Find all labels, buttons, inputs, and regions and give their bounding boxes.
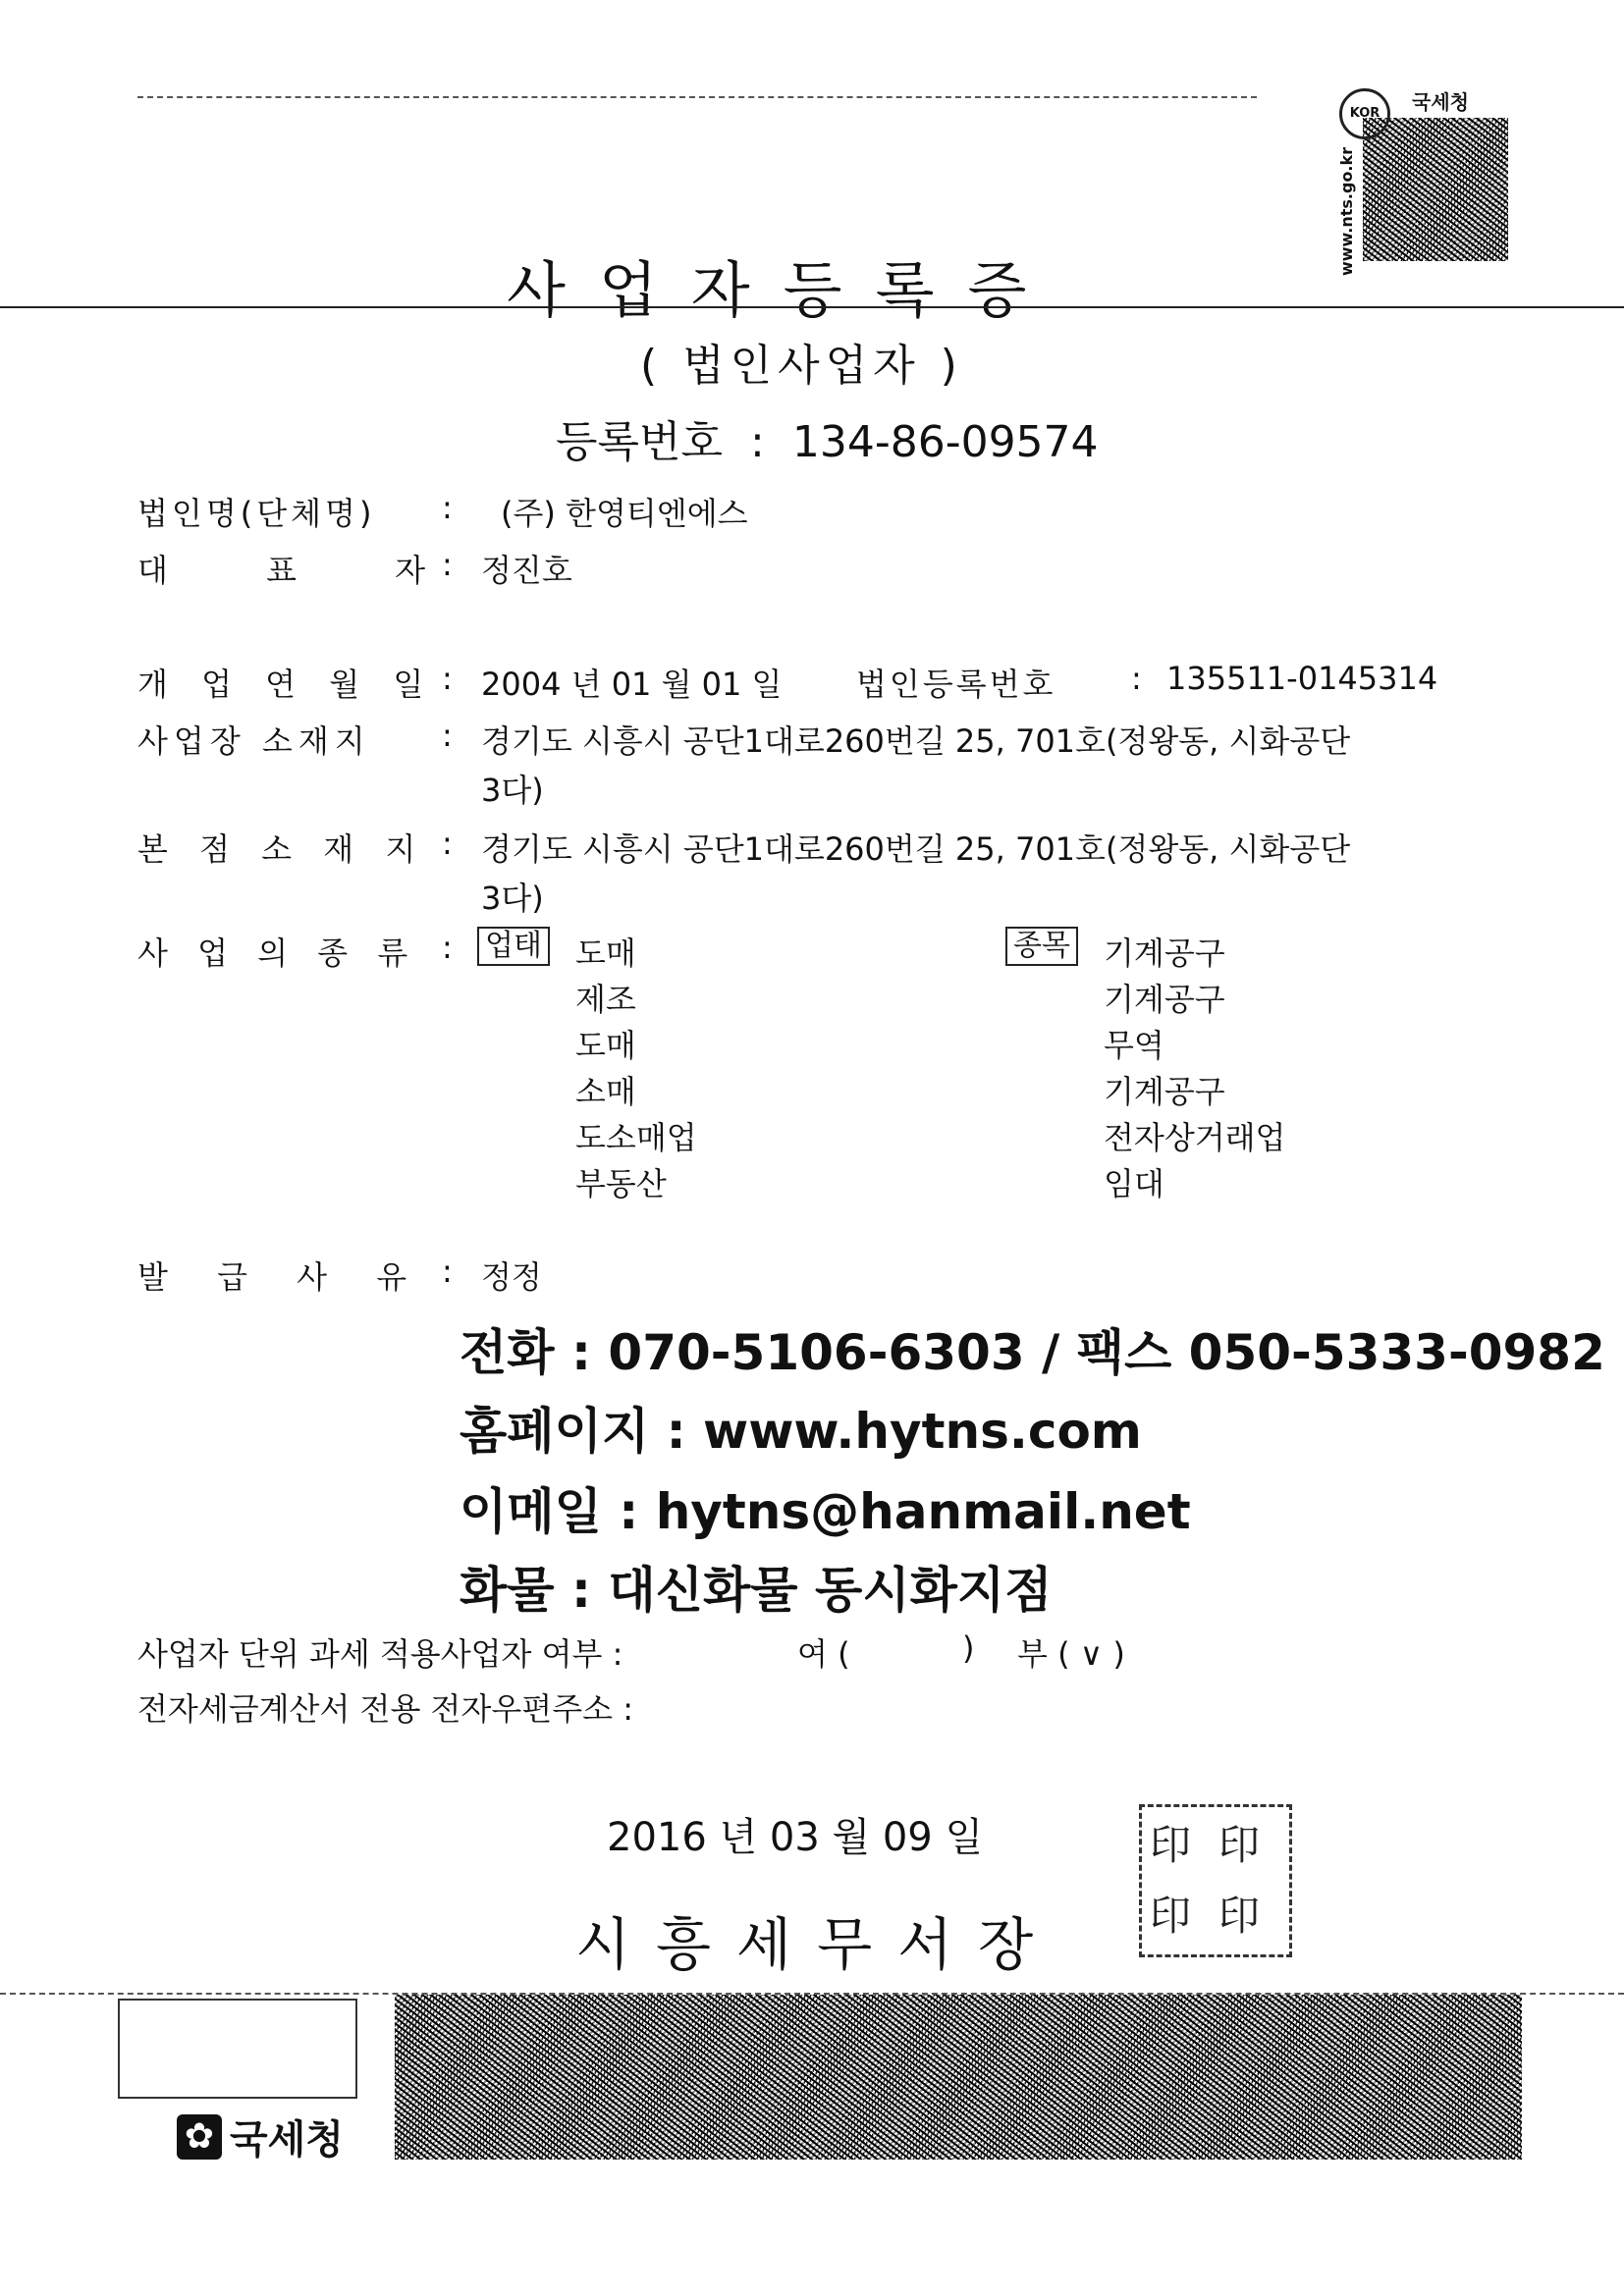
page-title: 사업자등록증 bbox=[507, 254, 1060, 326]
item-entry: 무역 bbox=[1104, 1027, 1164, 1064]
type-entry: 도매 bbox=[575, 934, 636, 972]
registration-sep: : bbox=[750, 417, 765, 467]
seal-mark: 印 bbox=[1150, 1821, 1192, 1869]
item-entry: 기계공구 bbox=[1104, 981, 1225, 1018]
unit-tax-no: 부 ( ∨ ) bbox=[1017, 1635, 1125, 1673]
official-seal bbox=[1139, 1804, 1292, 1957]
type-entry: 소매 bbox=[575, 1073, 636, 1110]
type-label: 업태 bbox=[477, 927, 550, 966]
corp-reg-no-label: 법인등록번호 bbox=[856, 666, 1056, 703]
colon: : bbox=[442, 546, 453, 583]
nts-verification-badge bbox=[1333, 84, 1510, 277]
tax-office-name: 시흥세무서장 bbox=[575, 1911, 1059, 1978]
colon: : bbox=[442, 825, 453, 862]
unit-tax-yes: 여 ( bbox=[797, 1635, 850, 1673]
type-entry: 도매 bbox=[575, 1027, 636, 1064]
unit-tax-label: 사업자 단위 과세 적용사업자 여부 : bbox=[137, 1635, 623, 1673]
head-office-address-line2: 3다) bbox=[481, 880, 544, 917]
open-date-value: 2004 년 01 월 01 일 bbox=[481, 666, 783, 703]
flower-icon: ✿ bbox=[177, 2114, 222, 2160]
business-address-line1: 경기도 시흥시 공단1대로260번길 25, 701호(정왕동, 시화공단 bbox=[481, 722, 1351, 760]
footer-logo-text: 국세청 bbox=[230, 2117, 344, 2163]
item-entry: 임대 bbox=[1104, 1165, 1164, 1202]
contact-freight: 화물 : 대신화물 동시화지점 bbox=[460, 1562, 1053, 1619]
item-entry: 전자상거래업 bbox=[1104, 1119, 1286, 1156]
blank-box bbox=[118, 1999, 357, 2099]
contact-homepage: 홈페이지 : www.hytns.com bbox=[460, 1403, 1142, 1460]
issue-date: 2016 년 03 월 09 일 bbox=[607, 1815, 984, 1860]
colon: : bbox=[442, 929, 453, 966]
colon: : bbox=[442, 1253, 453, 1290]
colon: : bbox=[1131, 660, 1142, 697]
colon: : bbox=[442, 489, 453, 526]
qr-code bbox=[1363, 118, 1508, 261]
colon: : bbox=[442, 717, 453, 754]
head-office-address-label: 본 점 소 재 지 bbox=[137, 830, 416, 868]
corp-name-label: 법인명(단체명) bbox=[137, 495, 376, 532]
corp-reg-no-value: 135511-0145314 bbox=[1166, 660, 1438, 697]
type-entry: 도소매업 bbox=[575, 1119, 697, 1156]
top-dashed-rule bbox=[137, 96, 1257, 98]
contact-email: 이메일 : hytns@hanmail.net bbox=[460, 1483, 1191, 1540]
issue-reason-value: 정정 bbox=[481, 1258, 542, 1296]
registration-label: 등록번호 bbox=[556, 417, 724, 467]
representative-value: 정진호 bbox=[481, 552, 572, 589]
colon: : bbox=[442, 660, 453, 697]
contact-phone-fax: 전화 : 070-5106-6303 / 팩스 050-5333-0982 bbox=[460, 1324, 1605, 1381]
e-invoice-label: 전자세금계산서 전용 전자우편주소 : bbox=[137, 1690, 633, 1728]
representative-label: 대 표 자 bbox=[137, 552, 426, 589]
seal-mark: 印 bbox=[1218, 1892, 1261, 1940]
business-type-label: 사 업 의 종 류 bbox=[137, 934, 408, 972]
title-rule bbox=[0, 306, 1624, 308]
open-date-label: 개 업 연 월 일 bbox=[137, 666, 424, 703]
footer-barcode-pattern bbox=[395, 1995, 1522, 2160]
registration-number-row bbox=[556, 406, 1099, 469]
issue-reason-label: 발 급 사 유 bbox=[137, 1258, 407, 1296]
registration-number: 134-86-09574 bbox=[791, 417, 1099, 467]
seal-mark: 印 bbox=[1218, 1821, 1261, 1869]
business-address-label: 사업장 소재지 bbox=[137, 722, 371, 760]
item-label: 종목 bbox=[1005, 927, 1078, 966]
business-address-line2: 3다) bbox=[481, 772, 544, 809]
kor-circle-icon: KOR bbox=[1339, 88, 1390, 139]
unit-tax-yes-close: ) bbox=[962, 1629, 975, 1667]
item-entry: 기계공구 bbox=[1104, 934, 1225, 972]
nts-badge-label: 국세청 bbox=[1412, 90, 1469, 114]
head-office-address-line1: 경기도 시흥시 공단1대로260번길 25, 701호(정왕동, 시화공단 bbox=[481, 830, 1351, 868]
item-entry: 기계공구 bbox=[1104, 1073, 1225, 1110]
nts-footer-logo bbox=[177, 2109, 344, 2164]
type-box-label bbox=[477, 927, 550, 966]
type-entry: 제조 bbox=[575, 981, 636, 1018]
seal-mark: 印 bbox=[1150, 1892, 1192, 1940]
type-entry: 부동산 bbox=[575, 1165, 667, 1202]
subtitle: ( 법인사업자 ) bbox=[640, 341, 963, 391]
item-box-label bbox=[1005, 927, 1078, 966]
nts-url: www.nts.go.kr bbox=[1337, 146, 1357, 277]
corp-name-value: (주) 한영티엔에스 bbox=[501, 495, 748, 532]
